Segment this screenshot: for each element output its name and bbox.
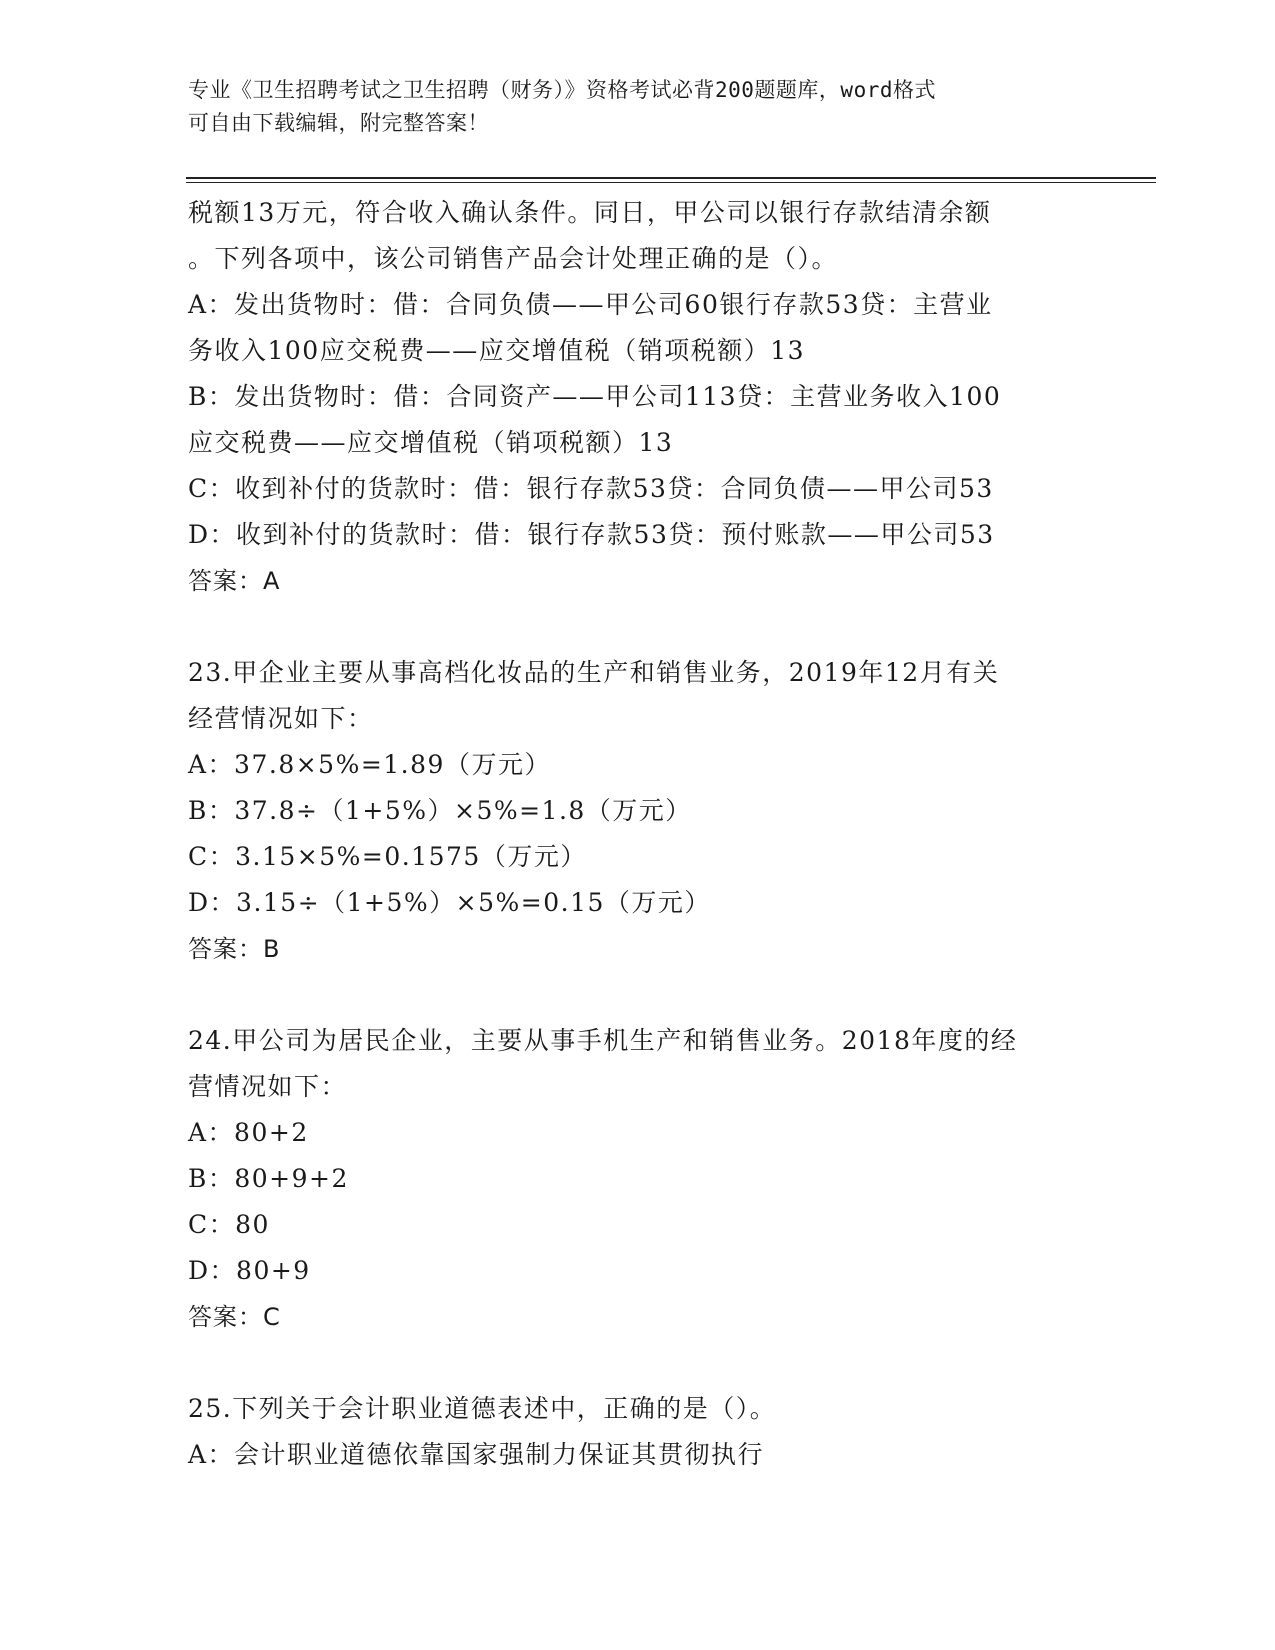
header-title-line-2: 可自由下载编辑，附完整答案！: [188, 111, 489, 135]
question-content: [188, 190, 1148, 1478]
option-b-continued: 应交税费——应交增值税（销项税额）13: [188, 428, 674, 457]
question-spacer: [188, 972, 1148, 1018]
header-title-line-1: 专业《卫生招聘考试之卫生招聘（财务）》资格考试必背200题题库，word格式: [188, 78, 936, 102]
option-a: A：发出货物时：借：合同负债——甲公司60银行存款53贷：主营业: [188, 290, 993, 319]
question-23: [188, 650, 1148, 972]
option-b: B：发出货物时：借：合同资产——甲公司113贷：主营业务收入100: [188, 382, 1002, 411]
question-25: [188, 1386, 1148, 1478]
option-d: D：收到补付的货款时：借：银行存款53贷：预付账款——甲公司53: [188, 520, 995, 549]
question-stem-continued: 。下列各项中，该公司销售产品会计处理正确的是（）。: [188, 244, 839, 273]
option-a: A：会计职业道德依靠国家强制力保证其贯彻执行: [188, 1440, 765, 1469]
option-c: C：80: [188, 1210, 270, 1239]
answer-label: 答案：A: [188, 567, 281, 595]
option-c: C：收到补付的货款时：借：银行存款53贷：合同负债——甲公司53: [188, 474, 994, 503]
question-22: [188, 190, 1148, 604]
option-a: A：37.8×5%=1.89（万元）: [188, 750, 551, 779]
question-24: [188, 1018, 1148, 1340]
answer-label: 答案：C: [188, 1303, 281, 1331]
option-b: B：80+9+2: [188, 1164, 349, 1193]
option-d: D：3.15÷（1+5%）×5%=0.15（万元）: [188, 888, 711, 917]
question-stem-continued: 营情况如下：: [188, 1072, 348, 1101]
question-stem: 24.甲公司为居民企业，主要从事手机生产和销售业务。2018年度的经: [188, 1026, 1018, 1055]
option-b: B：37.8÷（1+5%）×5%=1.8（万元）: [188, 796, 692, 825]
answer-label: 答案：B: [188, 935, 281, 963]
question-spacer: [188, 604, 1148, 650]
question-spacer: [188, 1340, 1148, 1386]
question-stem: 23.甲企业主要从事高档化妆品的生产和销售业务，2019年12月有关: [188, 658, 1000, 687]
question-stem: 25.下列关于会计职业道德表述中，正确的是（）。: [188, 1394, 777, 1423]
document-header: [188, 74, 1088, 140]
option-d: D：80+9: [188, 1256, 311, 1285]
question-stem-continued: 经营情况如下：: [188, 704, 374, 733]
option-c: C：3.15×5%=0.1575（万元）: [188, 842, 587, 871]
header-divider-thin: [186, 182, 1156, 183]
question-stem-continued: 税额13万元，符合收入确认条件。同日，甲公司以银行存款结清余额: [188, 198, 992, 227]
option-a-continued: 务收入100应交税费——应交增值税（销项税额）13: [188, 336, 806, 365]
header-divider-thick: [186, 177, 1156, 179]
option-a: A：80+2: [188, 1118, 309, 1147]
